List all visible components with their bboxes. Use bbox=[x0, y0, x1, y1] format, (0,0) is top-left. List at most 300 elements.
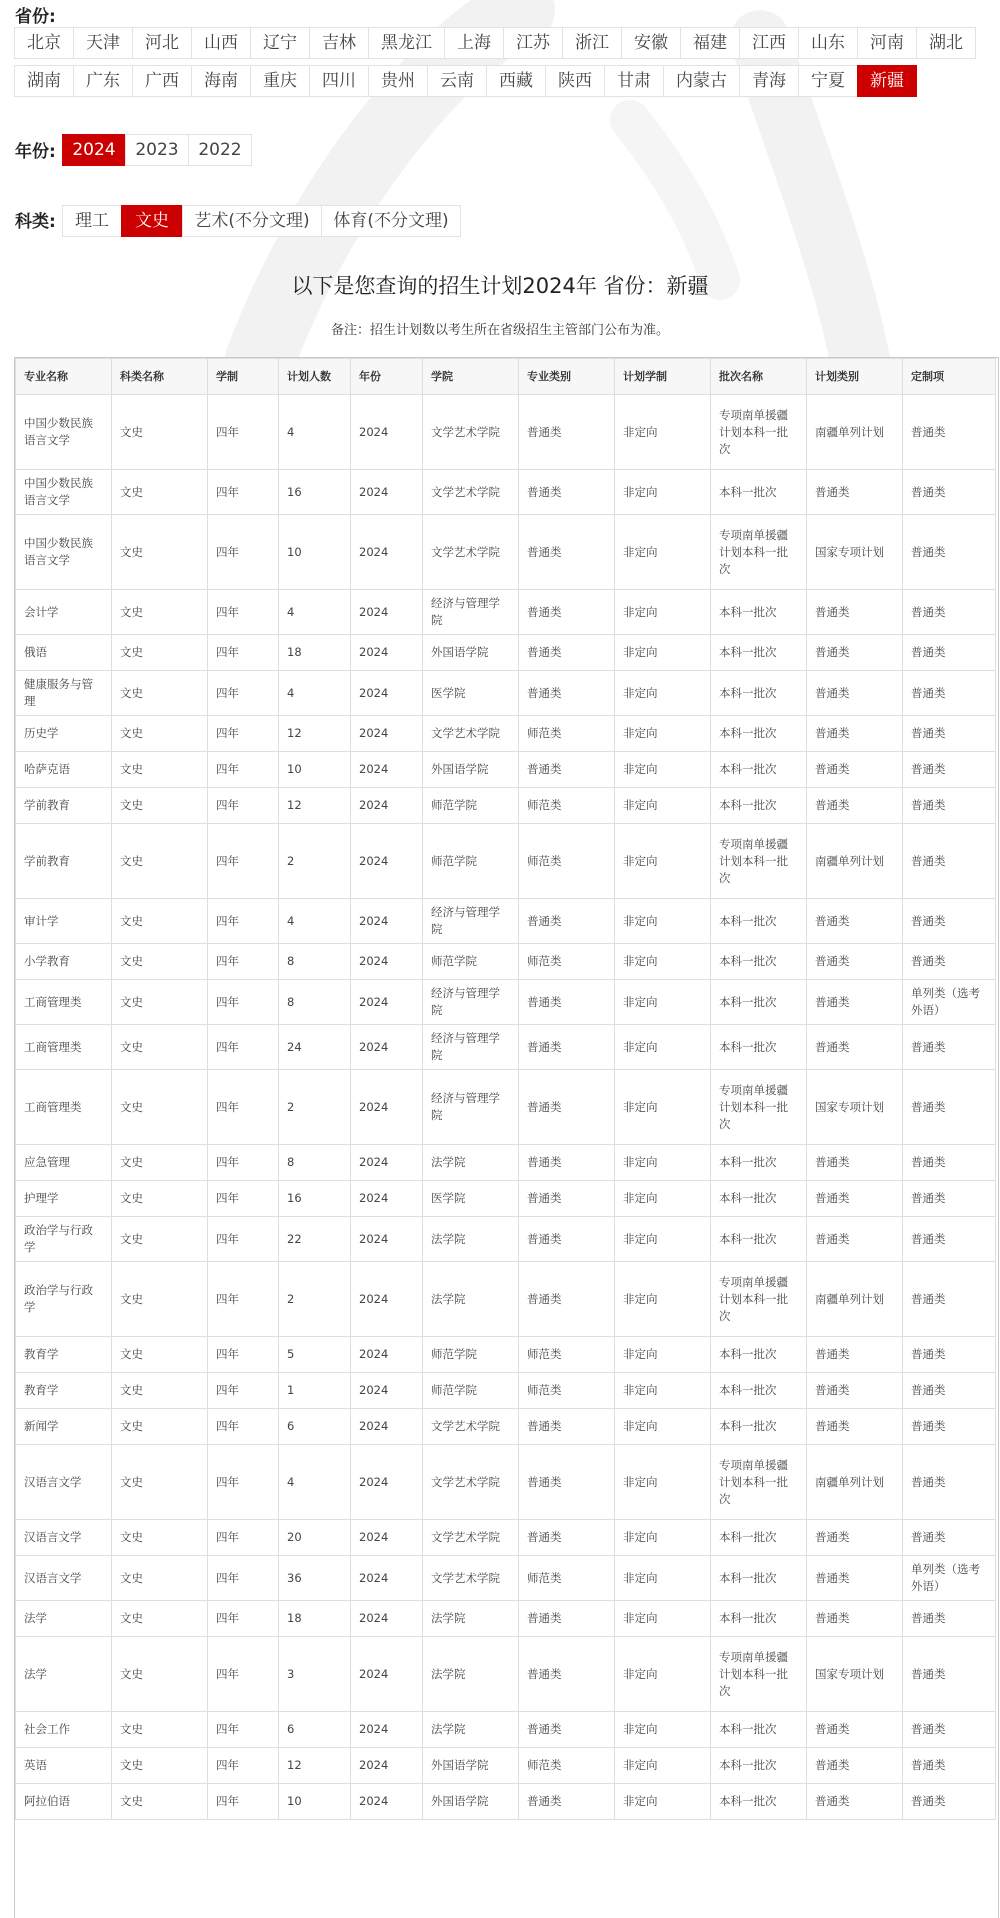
table-cell: 10 bbox=[279, 1784, 351, 1820]
table-cell: 文史 bbox=[112, 1262, 208, 1337]
table-cell: 普通类 bbox=[519, 1409, 615, 1445]
column-header: 计划学制 bbox=[615, 359, 711, 395]
table-row bbox=[16, 824, 996, 899]
province-option[interactable]: 吉林 bbox=[309, 27, 369, 59]
table-cell: 普通类 bbox=[519, 515, 615, 590]
province-option[interactable]: 湖北 bbox=[916, 27, 976, 59]
table-cell: 普通类 bbox=[519, 590, 615, 635]
table-cell: 非定向 bbox=[615, 1748, 711, 1784]
table-cell: 普通类 bbox=[519, 1712, 615, 1748]
table-cell: 国家专项计划 bbox=[807, 1637, 903, 1712]
table-cell: 汉语言文学 bbox=[16, 1556, 112, 1601]
table-cell: 本科一批次 bbox=[711, 635, 807, 671]
table-row bbox=[16, 1409, 996, 1445]
table-cell: 普通类 bbox=[903, 1712, 996, 1748]
category-options bbox=[63, 205, 461, 237]
table-cell: 四年 bbox=[208, 1601, 279, 1637]
table-cell: 普通类 bbox=[807, 1025, 903, 1070]
column-header: 定制项 bbox=[903, 359, 996, 395]
table-cell: 普通类 bbox=[903, 1373, 996, 1409]
province-option[interactable]: 浙江 bbox=[562, 27, 622, 59]
table-cell: 2024 bbox=[351, 395, 423, 470]
note-text: 备注：招生计划数以考生所在省级招生主管部门公布为准。 bbox=[330, 323, 669, 338]
table-cell: 健康服务与管理 bbox=[16, 671, 112, 716]
table-cell: 非定向 bbox=[615, 515, 711, 590]
table-cell: 文史 bbox=[112, 1445, 208, 1520]
table-cell: 法学院 bbox=[423, 1601, 519, 1637]
table-cell: 外国语学院 bbox=[423, 752, 519, 788]
table-cell: 单列类（选考外语） bbox=[903, 980, 996, 1025]
table-cell: 4 bbox=[279, 395, 351, 470]
table-cell: 4 bbox=[279, 671, 351, 716]
table-cell: 普通类 bbox=[903, 515, 996, 590]
province-option[interactable]: 江西 bbox=[739, 27, 799, 59]
table-cell: 非定向 bbox=[615, 470, 711, 515]
table-cell: 普通类 bbox=[807, 470, 903, 515]
table-cell: 2024 bbox=[351, 1262, 423, 1337]
province-option[interactable]: 北京 bbox=[14, 27, 74, 59]
table-cell: 教育学 bbox=[16, 1373, 112, 1409]
year-option[interactable]: 2023 bbox=[125, 134, 189, 166]
table-cell: 四年 bbox=[208, 1409, 279, 1445]
table-cell: 本科一批次 bbox=[711, 980, 807, 1025]
table-cell: 四年 bbox=[208, 1262, 279, 1337]
year-option[interactable]: 2024 bbox=[62, 134, 126, 166]
table-cell: 文史 bbox=[112, 671, 208, 716]
table-cell: 普通类 bbox=[519, 1217, 615, 1262]
table-cell: 非定向 bbox=[615, 1712, 711, 1748]
table-cell: 文学艺术学院 bbox=[423, 515, 519, 590]
table-cell: 普通类 bbox=[807, 1601, 903, 1637]
table-cell: 四年 bbox=[208, 590, 279, 635]
table-cell: 2024 bbox=[351, 1784, 423, 1820]
table-cell: 普通类 bbox=[903, 1601, 996, 1637]
table-row bbox=[16, 1070, 996, 1145]
table-cell: 非定向 bbox=[615, 1373, 711, 1409]
table-cell: 普通类 bbox=[903, 590, 996, 635]
table-cell: 普通类 bbox=[519, 635, 615, 671]
table-cell: 非定向 bbox=[615, 824, 711, 899]
table-cell: 本科一批次 bbox=[711, 1025, 807, 1070]
table-cell: 四年 bbox=[208, 671, 279, 716]
table-cell: 本科一批次 bbox=[711, 1181, 807, 1217]
table-cell: 文史 bbox=[112, 716, 208, 752]
table-cell: 普通类 bbox=[903, 671, 996, 716]
table-cell: 普通类 bbox=[519, 1025, 615, 1070]
table-cell: 普通类 bbox=[903, 1784, 996, 1820]
table-cell: 法学 bbox=[16, 1601, 112, 1637]
table-cell: 俄语 bbox=[16, 635, 112, 671]
table-cell: 非定向 bbox=[615, 1556, 711, 1601]
province-option[interactable]: 福建 bbox=[680, 27, 740, 59]
table-row bbox=[16, 1025, 996, 1070]
table-cell: 普通类 bbox=[519, 899, 615, 944]
table-cell: 10 bbox=[279, 515, 351, 590]
table-cell: 非定向 bbox=[615, 1637, 711, 1712]
table-cell: 20 bbox=[279, 1520, 351, 1556]
table-cell: 普通类 bbox=[807, 1337, 903, 1373]
table-cell: 非定向 bbox=[615, 1445, 711, 1520]
table-cell: 文学艺术学院 bbox=[423, 1520, 519, 1556]
category-option[interactable]: 理工 bbox=[62, 205, 122, 237]
table-cell: 专项南单援疆计划本科一批次 bbox=[711, 395, 807, 470]
table-cell: 经济与管理学院 bbox=[423, 590, 519, 635]
column-header: 学院 bbox=[423, 359, 519, 395]
table-cell: 师范学院 bbox=[423, 944, 519, 980]
table-cell: 2024 bbox=[351, 1601, 423, 1637]
table-cell: 普通类 bbox=[903, 899, 996, 944]
table-cell: 普通类 bbox=[807, 1373, 903, 1409]
table-cell: 四年 bbox=[208, 752, 279, 788]
table-cell: 非定向 bbox=[615, 980, 711, 1025]
table-cell: 1 bbox=[279, 1373, 351, 1409]
table-cell: 四年 bbox=[208, 635, 279, 671]
province-option[interactable]: 甘肃 bbox=[604, 65, 664, 97]
table-cell: 普通类 bbox=[807, 590, 903, 635]
province-option[interactable]: 宁夏 bbox=[798, 65, 858, 97]
table-cell: 2 bbox=[279, 1070, 351, 1145]
table-cell: 2024 bbox=[351, 470, 423, 515]
table-cell: 四年 bbox=[208, 824, 279, 899]
table-cell: 12 bbox=[279, 788, 351, 824]
table-cell: 5 bbox=[279, 1337, 351, 1373]
table-cell: 普通类 bbox=[519, 1520, 615, 1556]
table-cell: 文学艺术学院 bbox=[423, 395, 519, 470]
province-option[interactable]: 江苏 bbox=[503, 27, 563, 59]
table-cell: 非定向 bbox=[615, 1601, 711, 1637]
table-cell: 2024 bbox=[351, 1409, 423, 1445]
table-cell: 南疆单列计划 bbox=[807, 395, 903, 470]
table-cell: 普通类 bbox=[807, 716, 903, 752]
table-cell: 普通类 bbox=[807, 1556, 903, 1601]
table-cell: 小学教育 bbox=[16, 944, 112, 980]
table-cell: 普通类 bbox=[807, 1217, 903, 1262]
table-cell: 非定向 bbox=[615, 788, 711, 824]
table-cell: 文史 bbox=[112, 1070, 208, 1145]
table-cell: 普通类 bbox=[903, 1409, 996, 1445]
table-cell: 非定向 bbox=[615, 1337, 711, 1373]
table-cell: 2024 bbox=[351, 824, 423, 899]
table-cell: 文史 bbox=[112, 1520, 208, 1556]
table-cell: 本科一批次 bbox=[711, 899, 807, 944]
table-row bbox=[16, 1445, 996, 1520]
table-cell: 2024 bbox=[351, 1520, 423, 1556]
table-cell: 师范类 bbox=[519, 716, 615, 752]
province-option[interactable]: 湖南 bbox=[14, 65, 74, 97]
table-cell: 教育学 bbox=[16, 1337, 112, 1373]
province-option[interactable]: 内蒙古 bbox=[663, 65, 740, 97]
table-cell: 专项南单援疆计划本科一批次 bbox=[711, 515, 807, 590]
table-cell: 本科一批次 bbox=[711, 788, 807, 824]
table-row bbox=[16, 1262, 996, 1337]
table-cell: 非定向 bbox=[615, 590, 711, 635]
table-cell: 四年 bbox=[208, 1070, 279, 1145]
table-row bbox=[16, 635, 996, 671]
table-cell: 普通类 bbox=[807, 944, 903, 980]
table-cell: 2024 bbox=[351, 899, 423, 944]
table-cell: 普通类 bbox=[519, 1784, 615, 1820]
table-cell: 文史 bbox=[112, 470, 208, 515]
table-cell: 外国语学院 bbox=[423, 1748, 519, 1784]
table-cell: 文学艺术学院 bbox=[423, 470, 519, 515]
table-header-row bbox=[16, 359, 996, 395]
table-cell: 本科一批次 bbox=[711, 1784, 807, 1820]
table-cell: 政治学与行政学 bbox=[16, 1262, 112, 1337]
province-option[interactable]: 重庆 bbox=[250, 65, 310, 97]
table-cell: 中国少数民族语言文学 bbox=[16, 515, 112, 590]
table-row bbox=[16, 1748, 996, 1784]
table-cell: 四年 bbox=[208, 1748, 279, 1784]
province-option[interactable]: 陕西 bbox=[545, 65, 605, 97]
table-cell: 本科一批次 bbox=[711, 1337, 807, 1373]
table-cell: 本科一批次 bbox=[711, 1217, 807, 1262]
table-cell: 2024 bbox=[351, 1556, 423, 1601]
table-cell: 文学艺术学院 bbox=[423, 716, 519, 752]
table-cell: 外国语学院 bbox=[423, 1784, 519, 1820]
table-cell: 普通类 bbox=[807, 788, 903, 824]
table-cell: 应急管理 bbox=[16, 1145, 112, 1181]
table-cell: 哈萨克语 bbox=[16, 752, 112, 788]
table-cell: 文史 bbox=[112, 635, 208, 671]
column-header: 专业类别 bbox=[519, 359, 615, 395]
column-header: 计划类别 bbox=[807, 359, 903, 395]
table-cell: 师范类 bbox=[519, 788, 615, 824]
table-cell: 普通类 bbox=[903, 1070, 996, 1145]
table-cell: 16 bbox=[279, 470, 351, 515]
table-cell: 2 bbox=[279, 1262, 351, 1337]
table-cell: 本科一批次 bbox=[711, 1373, 807, 1409]
table-cell: 历史学 bbox=[16, 716, 112, 752]
table-cell: 四年 bbox=[208, 980, 279, 1025]
page-title: 以下是您查询的招生计划2024年 省份：新疆 bbox=[291, 274, 709, 298]
table-cell: 普通类 bbox=[807, 980, 903, 1025]
table-cell: 2024 bbox=[351, 590, 423, 635]
table-cell: 经济与管理学院 bbox=[423, 980, 519, 1025]
province-option[interactable]: 河南 bbox=[857, 27, 917, 59]
table-cell: 2024 bbox=[351, 1373, 423, 1409]
table-cell: 8 bbox=[279, 980, 351, 1025]
province-option[interactable]: 黑龙江 bbox=[368, 27, 445, 59]
table-cell: 2024 bbox=[351, 635, 423, 671]
table-cell: 四年 bbox=[208, 470, 279, 515]
table-cell: 普通类 bbox=[807, 1181, 903, 1217]
province-label: 省份: bbox=[15, 7, 56, 27]
table-cell: 南疆单列计划 bbox=[807, 1445, 903, 1520]
table-cell: 普通类 bbox=[519, 1601, 615, 1637]
province-option[interactable]: 上海 bbox=[444, 27, 504, 59]
table-cell: 师范类 bbox=[519, 1373, 615, 1409]
table-cell: 2024 bbox=[351, 980, 423, 1025]
table-cell: 法学 bbox=[16, 1637, 112, 1712]
table-row bbox=[16, 1784, 996, 1820]
table-cell: 南疆单列计划 bbox=[807, 824, 903, 899]
table-cell: 中国少数民族语言文学 bbox=[16, 470, 112, 515]
table-cell: 2024 bbox=[351, 1748, 423, 1784]
table-cell: 普通类 bbox=[807, 635, 903, 671]
table-cell: 专项南单援疆计划本科一批次 bbox=[711, 1445, 807, 1520]
table-cell: 经济与管理学院 bbox=[423, 1070, 519, 1145]
table-cell: 法学院 bbox=[423, 1712, 519, 1748]
table-cell: 本科一批次 bbox=[711, 1712, 807, 1748]
table-cell: 四年 bbox=[208, 944, 279, 980]
table-cell: 工商管理类 bbox=[16, 980, 112, 1025]
table-cell: 汉语言文学 bbox=[16, 1445, 112, 1520]
table-cell: 四年 bbox=[208, 1520, 279, 1556]
table-cell: 师范类 bbox=[519, 1748, 615, 1784]
province-option[interactable]: 辽宁 bbox=[250, 27, 310, 59]
table-cell: 普通类 bbox=[903, 1637, 996, 1712]
table-cell: 文学艺术学院 bbox=[423, 1445, 519, 1520]
table-cell: 四年 bbox=[208, 1445, 279, 1520]
table-cell: 国家专项计划 bbox=[807, 515, 903, 590]
table-cell: 2024 bbox=[351, 1070, 423, 1145]
table-cell: 本科一批次 bbox=[711, 716, 807, 752]
table-cell: 非定向 bbox=[615, 1145, 711, 1181]
table-cell: 2024 bbox=[351, 1637, 423, 1712]
table-cell: 普通类 bbox=[519, 1262, 615, 1337]
table-row bbox=[16, 1712, 996, 1748]
table-cell: 普通类 bbox=[903, 1748, 996, 1784]
table-cell: 文史 bbox=[112, 1373, 208, 1409]
table-cell: 四年 bbox=[208, 515, 279, 590]
table-cell: 四年 bbox=[208, 716, 279, 752]
table-cell: 普通类 bbox=[807, 1520, 903, 1556]
province-option[interactable]: 西藏 bbox=[486, 65, 546, 97]
province-options-row-1 bbox=[15, 27, 976, 59]
table-cell: 普通类 bbox=[903, 1025, 996, 1070]
table-cell: 2024 bbox=[351, 1145, 423, 1181]
table-cell: 文史 bbox=[112, 1637, 208, 1712]
table-row bbox=[16, 1181, 996, 1217]
table-cell: 普通类 bbox=[519, 752, 615, 788]
table-cell: 普通类 bbox=[903, 1262, 996, 1337]
province-option[interactable]: 山西 bbox=[191, 27, 251, 59]
table-row bbox=[16, 590, 996, 635]
table-cell: 文史 bbox=[112, 1337, 208, 1373]
table-cell: 2024 bbox=[351, 1445, 423, 1520]
table-cell: 22 bbox=[279, 1217, 351, 1262]
table-cell: 法学院 bbox=[423, 1637, 519, 1712]
category-option[interactable]: 体育(不分文理) bbox=[321, 205, 461, 237]
table-cell: 专项南单援疆计划本科一批次 bbox=[711, 1070, 807, 1145]
province-option[interactable]: 安徽 bbox=[621, 27, 681, 59]
province-option[interactable]: 云南 bbox=[427, 65, 487, 97]
table-cell: 18 bbox=[279, 635, 351, 671]
category-option[interactable]: 文史 bbox=[121, 205, 183, 237]
table-cell: 文史 bbox=[112, 1784, 208, 1820]
table-cell: 2024 bbox=[351, 1025, 423, 1070]
year-options bbox=[63, 134, 252, 166]
table-cell: 2 bbox=[279, 824, 351, 899]
table-cell: 4 bbox=[279, 590, 351, 635]
table-row bbox=[16, 1520, 996, 1556]
table-row bbox=[16, 1217, 996, 1262]
table-cell: 普通类 bbox=[903, 1445, 996, 1520]
table-cell: 普通类 bbox=[903, 635, 996, 671]
table-cell: 2024 bbox=[351, 944, 423, 980]
column-header: 年份 bbox=[351, 359, 423, 395]
table-cell: 4 bbox=[279, 899, 351, 944]
province-option[interactable]: 天津 bbox=[73, 27, 133, 59]
table-cell: 护理学 bbox=[16, 1181, 112, 1217]
table-cell: 工商管理类 bbox=[16, 1025, 112, 1070]
table-cell: 文史 bbox=[112, 944, 208, 980]
table-cell: 普通类 bbox=[807, 752, 903, 788]
table-cell: 国家专项计划 bbox=[807, 1070, 903, 1145]
table-cell: 汉语言文学 bbox=[16, 1520, 112, 1556]
table-cell: 四年 bbox=[208, 1556, 279, 1601]
table-cell: 文史 bbox=[112, 752, 208, 788]
table-cell: 6 bbox=[279, 1409, 351, 1445]
table-row bbox=[16, 944, 996, 980]
table-cell: 非定向 bbox=[615, 1025, 711, 1070]
province-option[interactable]: 海南 bbox=[191, 65, 251, 97]
table-cell: 四年 bbox=[208, 1373, 279, 1409]
table-cell: 政治学与行政学 bbox=[16, 1217, 112, 1262]
table-cell: 普通类 bbox=[519, 470, 615, 515]
province-option[interactable]: 青海 bbox=[739, 65, 799, 97]
category-option[interactable]: 艺术(不分文理) bbox=[182, 205, 322, 237]
province-option[interactable]: 河北 bbox=[132, 27, 192, 59]
table-cell: 非定向 bbox=[615, 1784, 711, 1820]
table-cell: 法学院 bbox=[423, 1262, 519, 1337]
table-cell: 普通类 bbox=[807, 671, 903, 716]
table-cell: 四年 bbox=[208, 1637, 279, 1712]
table-cell: 四年 bbox=[208, 788, 279, 824]
province-option[interactable]: 广西 bbox=[132, 65, 192, 97]
table-row bbox=[16, 1556, 996, 1601]
province-option[interactable]: 新疆 bbox=[857, 65, 917, 97]
table-cell: 四年 bbox=[208, 1337, 279, 1373]
table-cell: 普通类 bbox=[519, 395, 615, 470]
province-option[interactable]: 山东 bbox=[798, 27, 858, 59]
year-option[interactable]: 2022 bbox=[188, 134, 252, 166]
table-cell: 12 bbox=[279, 1748, 351, 1784]
table-cell: 四年 bbox=[208, 1181, 279, 1217]
table-cell: 师范学院 bbox=[423, 824, 519, 899]
table-cell: 普通类 bbox=[903, 1337, 996, 1373]
province-option[interactable]: 广东 bbox=[73, 65, 133, 97]
table-row bbox=[16, 1145, 996, 1181]
table-cell: 非定向 bbox=[615, 899, 711, 944]
province-option[interactable]: 四川 bbox=[309, 65, 369, 97]
table-cell: 文学艺术学院 bbox=[423, 1409, 519, 1445]
province-option[interactable]: 贵州 bbox=[368, 65, 428, 97]
table-cell: 师范类 bbox=[519, 1337, 615, 1373]
table-cell: 普通类 bbox=[903, 944, 996, 980]
table-cell: 四年 bbox=[208, 1217, 279, 1262]
table-row bbox=[16, 716, 996, 752]
table-cell: 学前教育 bbox=[16, 788, 112, 824]
table-cell: 普通类 bbox=[519, 1445, 615, 1520]
table-cell: 普通类 bbox=[519, 980, 615, 1025]
table-cell: 师范类 bbox=[519, 944, 615, 980]
table-cell: 审计学 bbox=[16, 899, 112, 944]
table-cell: 2024 bbox=[351, 515, 423, 590]
table-cell: 非定向 bbox=[615, 395, 711, 470]
table-cell: 文史 bbox=[112, 788, 208, 824]
table-cell: 本科一批次 bbox=[711, 752, 807, 788]
table-cell: 师范类 bbox=[519, 824, 615, 899]
table-cell: 普通类 bbox=[807, 1748, 903, 1784]
table-cell: 4 bbox=[279, 1445, 351, 1520]
year-label: 年份: bbox=[15, 142, 56, 162]
table-cell: 本科一批次 bbox=[711, 1145, 807, 1181]
table-cell: 非定向 bbox=[615, 671, 711, 716]
table-cell: 非定向 bbox=[615, 1520, 711, 1556]
table-cell: 医学院 bbox=[423, 1181, 519, 1217]
table-cell: 文史 bbox=[112, 980, 208, 1025]
